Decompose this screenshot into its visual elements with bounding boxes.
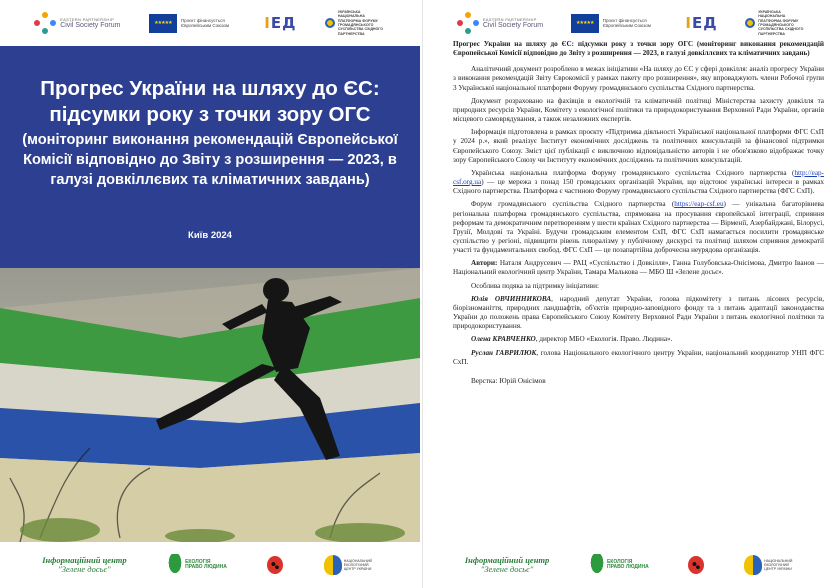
- eco-line2: ПРАВО ЛЮДИНА: [606, 564, 649, 570]
- eco-logo: [167, 554, 227, 576]
- necu-mark-icon: [744, 555, 762, 575]
- eu-caption: Проєкт фінансується Європейським Союзом: [180, 17, 230, 28]
- thanks-3-name: Руслан ГАВРИЛЮК: [471, 348, 537, 357]
- ladybug-icon: [688, 556, 704, 574]
- header-logos: [0, 0, 420, 46]
- eu-flag-icon: ★★★★★: [149, 14, 177, 33]
- doc-paragraph-1: Аналітичний документ розроблено в межах ініціативи «На шляху до ЄС у сфері довкілля: аналіз прогресу України з виконання рекомендацій Звіту Єврокомісії у рамках пакету про розширення», яку впроваджують члени Робочої групи 3 Української національної платформи Форуму громадянського суспільства Східного партнерства.: [453, 65, 824, 92]
- necu-logo: [324, 555, 378, 575]
- footer-logos: [0, 542, 420, 588]
- doc-paragraph-4: [453, 169, 824, 196]
- mural-illustration: [0, 268, 420, 542]
- necu-logo: [744, 555, 798, 575]
- csf-logo: [34, 12, 120, 34]
- forum-link[interactable]: https://eap-csf.eu: [674, 200, 724, 209]
- necu-caption: НАЦІОНАЛЬНИЙ ЕКОЛОГІЧНИЙ ЦЕНТР УКРАЇНИ: [764, 558, 793, 572]
- cover-title-block: [0, 46, 420, 268]
- cover-photo: [0, 268, 420, 542]
- footer-logos-right: [423, 542, 840, 588]
- thanks-3: [453, 349, 824, 367]
- cover-title: Прогрес України на шляху до ЄС: підсумки року з точки зору ОГС: [40, 77, 380, 126]
- csf-small-text: EASTERN PARTNERSHIP: [60, 16, 114, 22]
- csf-name: Civil Society Forum: [60, 21, 121, 29]
- unp-logo: [745, 10, 806, 37]
- unp-caption: УКРАЇНСЬКА НАЦІОНАЛЬНА ПЛАТФОРМА ФОРУМУ ГРОМАДЯНСЬКОГО СУСПІЛЬСТВА СХІДНОГО ПАРТНЕРСТВА: [758, 9, 804, 36]
- csf-dots-icon: [457, 12, 479, 34]
- thanks-1: [453, 295, 824, 332]
- thanks-1-text: , народний депутат України, голова підкомітету з питань лісових ресурсів, біорізноманіття, природних ландшафтів, об'єктів природно-заповідного фонду та з питань адаптації законодавства України до положень права Європейського Союзу Комітету Верховної Ради України з питань екологічної політики та природокористування.: [453, 294, 825, 331]
- thanks-2-text: , директор МБО «Екологія. Право. Людина».: [535, 335, 673, 344]
- thanks-3-text: , голова Національного екологічного центру України, національний координатор УНП ФГС СхП.: [453, 348, 825, 366]
- thanks-1-name: Юлія ОВЧИННИКОВА: [471, 294, 552, 303]
- editor-credit: Верстка: Юрій Онісімов: [471, 376, 546, 385]
- thanks-2: [453, 335, 824, 344]
- ied-i: І: [264, 14, 271, 32]
- csf-logo: [457, 12, 543, 34]
- info-center-line2: "Зелене досьє": [480, 564, 534, 574]
- eco-line1: ЕКОЛОГІЯ: [185, 558, 211, 565]
- authors: [453, 259, 824, 277]
- thanks-2-name: Олена КРАВЧЕНКО: [471, 335, 536, 344]
- p4-text-b: ) — це мережа з понад 150 громадських організацій України, що відстоює українські інтереси в рамках Східного партнерства. Платформа є частиною Форуму громадянського суспільства Східного партнерства (ФГС СхП).: [453, 178, 824, 196]
- thanks-heading: Особлива подяка за підтримку ініціативи:: [471, 281, 599, 290]
- ied-ed: ЕД: [691, 14, 718, 32]
- unp-caption: УКРАЇНСЬКА НАЦІОНАЛЬНА ПЛАТФОРМА ФОРУМУ ГРОМАДЯНСЬКОГО СУСПІЛЬСТВА СХІДНОГО ПАРТНЕРСТВА: [337, 9, 384, 36]
- unp-mark-icon: [745, 18, 755, 28]
- unp-logo: [325, 10, 386, 37]
- doc-title: Прогрес України на шляху до ЄС: підсумки року з точки зору ОГС (моніторинг виконання рекомендацій Європейської Комісії відповідно до Звіту з розширення — 2023, в галузі довкіллєвих та кліматичних завдань): [453, 40, 824, 58]
- unp-mark-icon: [325, 18, 335, 28]
- doc-paragraph-5: [453, 200, 824, 255]
- info-center-logo: [465, 556, 549, 574]
- eu-caption: Проєкт фінансується Європейським Союзом: [602, 17, 651, 28]
- ied-logo: [264, 14, 296, 32]
- eco-line1: ЕКОЛОГІЯ: [606, 558, 633, 565]
- tree-icon: [589, 554, 605, 576]
- info-center-line2: "Зелене досьє": [58, 564, 111, 574]
- imprint-text: [453, 40, 824, 386]
- imprint-page: [422, 0, 840, 588]
- eu-logo: [571, 14, 658, 33]
- eu-flag-icon: ★★★★★: [571, 14, 599, 33]
- p5-text-b: ) — унікальна багаторівнева регіональна платформа громадянського суспільства, спрямована на просування європейської інтеграції, сприяння реформам та демократичним перетворенням у шести країнах Східного партнерства — Вірменії, Азербайджані, Білорусі, Грузії, Молдові та Україні. Будучи громадським елементом СхП, ФГС СхП намагається посилити громадянське суспільство у регіоні, підвищити рівень плюралізму у публічному дискурсі та політиці шляхом сприяння демократії участі та фундаментальних свобод. ФГС СхП — це позапартійна доброчесна неурядова організація.: [453, 200, 825, 255]
- ied-i: І: [685, 14, 692, 32]
- eco-line2: ПРАВО ЛЮДИНА: [185, 564, 227, 570]
- p5-text-a: Форум громадянського суспільства Східного партнерства (: [471, 200, 675, 209]
- tree-icon: [167, 554, 183, 576]
- ladybug-icon: [267, 556, 283, 574]
- info-center-line1: Інформаційний центр: [464, 555, 550, 566]
- platform-link[interactable]: http://eap-csf.org.ua: [453, 168, 824, 187]
- info-center-logo: [42, 556, 126, 574]
- eco-logo: [589, 554, 649, 576]
- ied-ed: ЕД: [270, 14, 297, 32]
- doc-paragraph-2: Документ розраховано на фахівців в екологічній та кліматичній політиці Міністерства захисту довкілля та природних ресурсів України, Комітету з екологічної політики та природокористування Верховної Ради України, органів місцевого самоврядування, а також незалежних експертів.: [453, 96, 824, 124]
- csf-dots-icon: [34, 12, 56, 34]
- p4-text-a: Українська національна платформа Форуму громадянського суспільства Східного партнерства (: [471, 168, 795, 177]
- csf-name: Civil Society Forum: [482, 21, 544, 29]
- authors-label: Автори:: [471, 259, 498, 268]
- necu-caption: НАЦІОНАЛЬНИЙ ЕКОЛОГІЧНИЙ ЦЕНТР УКРАЇНИ: [343, 558, 372, 572]
- info-center-line1: Інформаційний центр: [42, 555, 127, 566]
- eu-logo: [149, 14, 236, 33]
- csf-small-text: EASTERN PARTNERSHIP: [482, 16, 537, 22]
- cover-subtitle: (моніторинг виконання рекомендацій Європейської Комісії відповідно до Звіту з розширення — 2023, в галузі довкіллєвих та кліматичних завдань): [22, 132, 398, 188]
- doc-paragraph-3: Інформація підготовлена в рамках проєкту «Підтримка діяльності Української національної платформи ФГС СхП у 2024 р.», який реалізує Інститут економічних досліджень та політичних консультацій за фінансової підтримки Європейського Союзу. Зміст цієї публікації є виключною відповідальністю авторів і не обов'язково відображає точку зору Європейського Союзу чи Інституту економічних досліджень та політичних консультацій.: [453, 128, 824, 164]
- cover-city-year: Київ 2024: [188, 230, 232, 241]
- authors-text: Наталя Андрусевич — РАЦ «Суспільство і Довкілля», Ганна Голубовська-Онісімова, Дмитро Іванов — Національний екологічний центр України, Тамара Малькова — МБО Ш «Зелене досьє».: [453, 259, 824, 277]
- ied-logo: [685, 14, 717, 32]
- necu-mark-icon: [324, 555, 342, 575]
